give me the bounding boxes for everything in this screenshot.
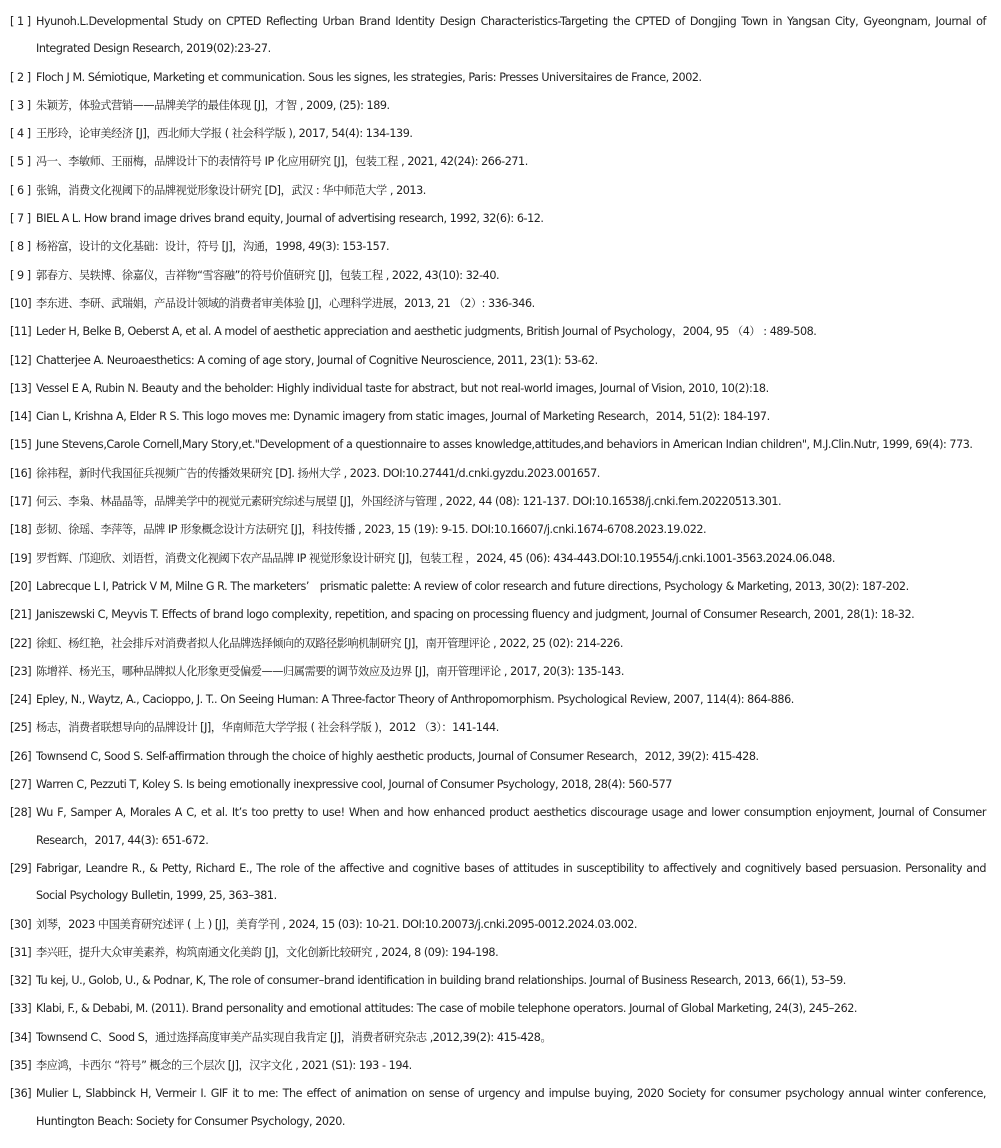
reference-text: Labrecque L I, Patrick V M, Milne G R. The marketers’ prismatic palette: A review of color research and future directions, Psychology & Marketing, 2013, 30(2): 187-202.: [36, 579, 909, 593]
reference-number: [16]: [10, 466, 32, 480]
reference-item: [10, 205, 986, 232]
reference-item: [10, 1080, 986, 1135]
reference-item: [10, 120, 986, 147]
reference-item: [10, 1024, 986, 1051]
reference-number: [19]: [10, 551, 32, 565]
reference-item: [10, 714, 986, 741]
reference-number: [14]: [10, 410, 32, 424]
reference-text: 王彤玲，论审美经济 [J]，西北师大学报 ( 社会科学版 ), 2017, 54(4): 134-139.: [36, 127, 413, 141]
reference-item: [10, 939, 986, 966]
reference-item: [10, 92, 986, 119]
reference-number: [ 9 ]: [10, 268, 31, 282]
reference-number: [21]: [10, 608, 32, 622]
reference-number: [11]: [10, 325, 32, 339]
reference-item: [10, 460, 986, 487]
reference-text: Fabrigar, Leandre R., & Petty, Richard E., The role of the affective and cognitive bases of attitudes in susceptibility to affectively and cognitively based persuasion. Personality and Social Psychology Bulletin, 1999, 25, 363–381.: [36, 861, 986, 903]
reference-text: 何云、李枭、林晶晶等，品牌美学中的视觉元素研究综述与展望 [J]，外国经济与管理 , 2022, 44 (08): 121-137. DOI:10.16538/j.cnki.fem.20220513.301.: [36, 495, 782, 509]
reference-number: [ 8 ]: [10, 240, 31, 254]
reference-number: [13]: [10, 381, 32, 395]
reference-item: [10, 64, 986, 91]
reference-text: 张锦，消费文化视阈下的品牌视觉形象设计研究 [D]，武汉 : 华中师范大学 , 2013.: [36, 183, 426, 197]
reference-number: [24]: [10, 693, 32, 707]
reference-text: 李东进、李研、武瑞娟，产品设计领域的消费者审美体验 [J]，心理科学进展，2013, 21 （2）: 336-346.: [36, 296, 535, 310]
reference-number: [32]: [10, 974, 32, 988]
reference-text: Mulier L, Slabbinck H, Vermeir I. GIF it to me: The effect of animation on sense of urgency and impulse buying, 2020 Society for consumer psychology annual winter conference, Huntington Beach: Society for Consumer Psychology, 2020.: [36, 1087, 986, 1128]
reference-number: [36]: [10, 1087, 32, 1101]
reference-text: 李兴旺，提升大众审美素养，构筑南通文化美韵 [J]，文化创新比较研究 , 2024, 8 (09): 194-198.: [36, 945, 499, 959]
reference-item: [10, 686, 986, 713]
reference-item: [10, 431, 986, 458]
reference-text: BIEL A L. How brand image drives brand equity, Journal of advertising research, 1992, 32(6): 6-12.: [36, 212, 544, 226]
reference-item: [10, 516, 986, 543]
reference-item: [10, 262, 986, 289]
reference-item: [10, 233, 986, 260]
reference-item: [10, 8, 986, 63]
reference-number: [18]: [10, 523, 32, 537]
reference-item: [10, 177, 986, 204]
reference-item: [10, 290, 986, 317]
reference-text: 李应鸿，卡西尔 “符号” 概念的三个层次 [J]，汉字文化 , 2021 (S1): 193 - 194.: [36, 1058, 412, 1072]
reference-text: Vessel E A, Rubin N. Beauty and the beholder: Highly individual taste for abstract, but not real-world images, Journal of Vision, 2010, 10(2):18.: [36, 381, 769, 395]
reference-number: [30]: [10, 917, 32, 931]
reference-text: Tu kej, U., Golob, U., & Podnar, K, The role of consumer–brand identification in building brand relationships. Journal of Business Research, 2013, 66(1), 53–59.: [36, 974, 846, 988]
reference-text: 杨志，消费者联想导向的品牌设计 [J]，华南师范大学学报 ( 社会科学版 )，2012 （3）：141-144.: [36, 721, 499, 735]
reference-number: [33]: [10, 1002, 32, 1016]
reference-text: 彭韧、徐瑶、李萍等，品牌 IP 形象概念设计方法研究 [J]，科技传播 , 2023, 15 (19): 9-15. DOI:10.16607/j.cnki.1674-6708.2023.19.022.: [36, 523, 707, 537]
reference-item: [10, 799, 986, 854]
reference-text: Janiszewski C, Meyvis T. Effects of brand logo complexity, repetition, and spacing on processing fluency and judgment, Journal of Consumer Research, 2001, 28(1): 18-32.: [36, 608, 915, 622]
reference-text: 罗哲辉、邝迎欣、刘语哲，消费文化视阈下农产品品牌 IP 视觉形象设计研究 [J]，包装工程 ，2024, 45 (06): 434-443.DOI:10.19554/j.cnki.1001-3563.2024.06.048.: [36, 551, 835, 565]
reference-number: [12]: [10, 353, 32, 367]
reference-item: [10, 855, 986, 910]
reference-number: [34]: [10, 1030, 32, 1044]
reference-text: Townsend C, Sood S. Self-affirmation through the choice of highly aesthetic products, Journal of Consumer Research，2012, 39(2): 415-428.: [36, 749, 759, 763]
reference-item: [10, 995, 986, 1022]
reference-text: Cian L, Krishna A, Elder R S. This logo moves me: Dynamic imagery from static images, Journal of Marketing Research，2014, 51(2): 184-197.: [36, 410, 770, 424]
reference-number: [27]: [10, 778, 32, 792]
reference-item: [10, 658, 986, 685]
reference-number: [23]: [10, 664, 32, 678]
reference-number: [ 7 ]: [10, 212, 31, 226]
reference-number: [ 3 ]: [10, 98, 31, 112]
reference-number: [ 5 ]: [10, 155, 31, 169]
reference-text: 徐虹、杨红艳，社会排斥对消费者拟人化品牌选择倾向的双路径影响机制研究 [J]，南开管理评论 , 2022, 25 (02): 214-226.: [36, 636, 623, 650]
reference-number: [17]: [10, 495, 32, 509]
reference-list: [10, 8, 986, 1136]
reference-text: Leder H, Belke B, Oeberst A, et al. A model of aesthetic appreciation and aesthetic judgments, British Journal of Psychology，2004, 95 （4） : 489-508.: [36, 325, 817, 339]
reference-item: [10, 630, 986, 657]
reference-text: Klabi, F., & Debabi, M. (2011). Brand personality and emotional attitudes: The case of mobile telephone operators. Journal of Global Marketing, 24(3), 245–262.: [36, 1002, 858, 1016]
reference-item: [10, 967, 986, 994]
reference-text: 朱颖芳，体验式营销——品牌美学的最佳体现 [J]，才智 , 2009, (25): 189.: [36, 98, 390, 112]
reference-item: [10, 1052, 986, 1079]
reference-text: Townsend C、Sood S，通过选择高度审美产品实现自我肯定 [J]，消费者研究杂志 ,2012,39(2): 415-428。: [36, 1030, 552, 1044]
reference-item: [10, 318, 986, 345]
reference-text: Warren C, Pezzuti T, Koley S. Is being emotionally inexpressive cool, Journal of Consumer Psychology, 2018, 28(4): 560-577: [36, 778, 672, 792]
reference-item: [10, 347, 986, 374]
reference-number: [10]: [10, 296, 32, 310]
reference-number: [26]: [10, 749, 32, 763]
reference-number: [ 2 ]: [10, 70, 31, 84]
reference-text: 冯一、李敏师、王丽梅，品牌设计下的表情符号 IP 化应用研究 [J]，包装工程 , 2021, 42(24): 266-271.: [36, 155, 528, 169]
reference-text: Wu F, Samper A, Morales A C, et al. It’s too pretty to use! When and how enhanced product aesthetics discourage usage and lower consumption enjoyment, Journal of Consumer Research，2017, 44(3): 651-672.: [36, 806, 986, 847]
reference-number: [ 4 ]: [10, 127, 31, 141]
reference-number: [20]: [10, 579, 32, 593]
reference-number: [28]: [10, 806, 32, 820]
reference-item: [10, 148, 986, 175]
reference-item: [10, 375, 986, 402]
reference-item: [10, 743, 986, 770]
reference-number: [ 6 ]: [10, 183, 31, 197]
reference-text: 杨裕富，设计的文化基础：设计，符号 [J]，沟通，1998, 49(3): 153-157.: [36, 240, 390, 254]
reference-item: [10, 488, 986, 515]
reference-number: [25]: [10, 721, 32, 735]
reference-text: 陈增祥、杨光玉，哪种品牌拟人化形象更受偏爱——归属需要的调节效应及边界 [J]，南开管理评论 , 2017, 20(3): 135-143.: [36, 664, 624, 678]
reference-text: Epley, N., Waytz, A., Cacioppo, J. T.. On Seeing Human: A Three-factor Theory of Anthropomorphism. Psychological Review, 2007, 114(4): 864-886.: [36, 693, 794, 707]
reference-item: [10, 771, 986, 798]
reference-number: [31]: [10, 945, 32, 959]
reference-text: Floch J M. Sémiotique, Marketing et communication. Sous les signes, les strategies, Paris: Presses Universitaires de France, 2002.: [36, 70, 702, 84]
reference-item: [10, 545, 986, 572]
reference-text: 郭春方、吴轶博、徐嘉仪，吉祥物“雪容融”的符号价值研究 [J]，包装工程 , 2022, 43(10): 32-40.: [36, 268, 500, 282]
reference-item: [10, 573, 986, 600]
reference-number: [35]: [10, 1058, 32, 1072]
reference-item: [10, 403, 986, 430]
reference-text: 刘琴，2023 中国美育研究述评 ( 上 ) [J]，美育学刊 , 2024, 15 (03): 10-21. DOI:10.20073/j.cnki.2095-0012.2024.03.002.: [36, 917, 638, 931]
reference-number: [15]: [10, 438, 32, 452]
reference-text: Chatterjee A. Neuroaesthetics: A coming of age story, Journal of Cognitive Neuroscience, 2011, 23(1): 53-62.: [36, 353, 598, 367]
reference-text: 徐祎程，新时代我国征兵视频广告的传播效果研究 [D]. 扬州大学 , 2023. DOI:10.27441/d.cnki.gyzdu.2023.001657.: [36, 466, 600, 480]
reference-item: [10, 601, 986, 628]
reference-text: Hyunoh.L.Developmental Study on CPTED Reflecting Urban Brand Identity Design Characteristics-Targeting the CPTED of Dongjing Town in Yangsan City, Gyeongnam, Journal of Integrated Design Research, 2019(02):23-27.: [36, 15, 986, 56]
reference-number: [ 1 ]: [10, 15, 31, 28]
reference-text: June Stevens,Carole Cornell,Mary Story,et."Development of a questionnaire to asses knowledge,attitudes,and behaviors in American Indian children", M.J.Clin.Nutr, 1999, 69(4): 773.: [36, 438, 973, 452]
reference-number: [22]: [10, 636, 32, 650]
reference-number: [29]: [10, 861, 32, 875]
reference-item: [10, 911, 986, 938]
